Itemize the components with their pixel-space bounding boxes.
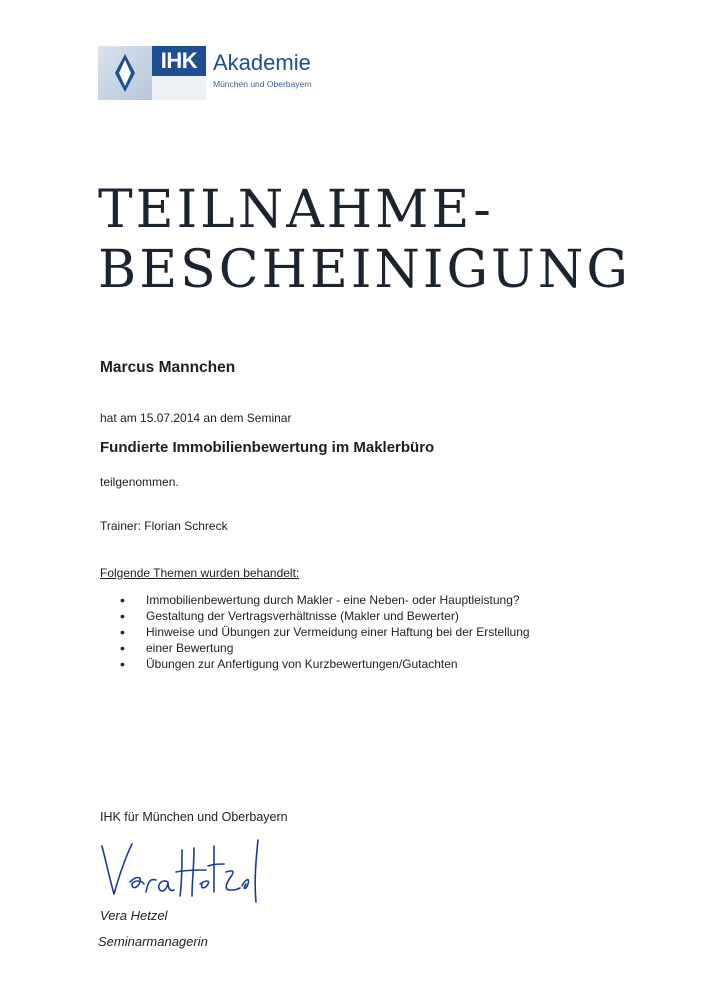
logo-subtitle: München und Oberbayern [213,79,312,89]
certificate-title [98,180,631,300]
logo-band [152,76,206,100]
signer-role: Seminarmanagerin [98,934,208,949]
signer-name: Vera Hetzel [100,908,168,923]
logo-diamond-icon [98,46,152,100]
topic-item: • Gestaltung der Vertragsverhältnisse (Makler und Bewerter) [100,608,540,624]
attendance-line: hat am 15.07.2014 an dem Seminar [100,411,292,425]
topic-item: • Hinweise und Übungen zur Vermeidung einer Haftung bei der Erstellung [100,624,540,640]
topic-item: • Übungen zur Anfertigung von Kurzbewertungen/Gutachten [100,656,540,672]
logo-name: Akademie [213,50,311,75]
title-line-2: BESCHEINIGUNG [98,240,631,300]
logo-brand: IHK [152,46,206,76]
topic-item: • Immobilienbewertung durch Makler - eine Neben- oder Hauptleistung? [100,592,540,608]
completion-text: teilgenommen. [100,475,179,489]
participant-name: Marcus Mannchen [100,359,236,376]
title-line-1: TEILNAHME- [98,180,494,240]
handwritten-signature [96,836,276,910]
trainer-line: Trainer: Florian Schreck [100,519,228,533]
topic-item: • einer Bewertung [100,640,540,656]
seminar-title: Fundierte Immobilienbewertung im Maklerbüro [100,439,435,456]
issuer: IHK für München und Oberbayern [100,810,288,824]
topics-heading: Folgende Themen wurden behandelt: [100,566,300,580]
topics-list [100,592,540,672]
ihk-akademie-logo [98,46,312,100]
